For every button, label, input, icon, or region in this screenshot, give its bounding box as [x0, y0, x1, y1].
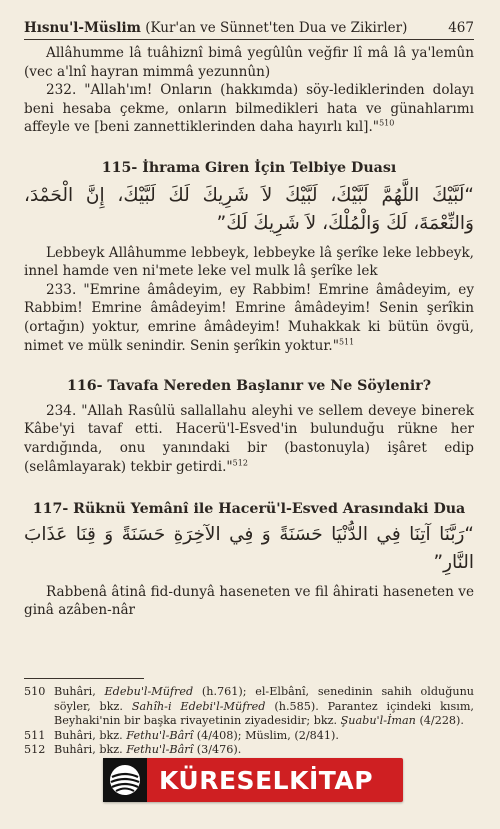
footnote-text	[54, 685, 474, 729]
footnote-512	[24, 743, 474, 758]
header-title-bold: Hısnu'l-Müslim	[24, 20, 141, 36]
section-115-meaning	[24, 281, 474, 355]
section-116-text	[24, 402, 474, 476]
fn-part: Buhâri, bkz.	[54, 728, 127, 742]
fn-part: (3/476).	[193, 743, 242, 756]
prayer-transliteration-232: Allâhumme lâ tuâhiznî bimâ yegûlûn veğfir lî mâ lâ ya'lemûn (vec a'lnî hayran mimmâ yezunnûn)	[24, 45, 474, 80]
hadith-232-text: 232. "Allah'ım! Onların (hakkımda) söy-lediklerinden dolayı beni hesaba çekme, onların bilmedikleri hata ve günahlarımı affeyle ve [beni zannettiklerinden daha hayırlı kıl]."	[24, 82, 474, 136]
section-115-title: 115- İhrama Giren İçin Telbiye Duası	[101, 159, 397, 176]
footnote-number: 512	[24, 743, 46, 756]
footnote-ref-510[interactable]: 510	[379, 118, 395, 128]
fn-source-title: Sahîh-i Edebi'l-Müfred	[131, 699, 266, 713]
footnote-number: 511	[24, 728, 46, 742]
running-header	[24, 14, 474, 40]
fn-part: Buhâri, bkz.	[54, 743, 127, 756]
fn-part: (h.761); el-Elbânî, senedinin sahih olduğunu söyler, bkz.	[54, 685, 475, 713]
fn-part: (h.585). Parantez içindeki kısım, Beyhaki'nin bir başka rivayetinin ziyadesidir; bkz.	[54, 699, 474, 727]
footnote-ref-511[interactable]: 511	[338, 337, 355, 346]
hadith-232	[24, 81, 474, 137]
section-115-meaning-text: 233. "Emrine âmâdeyim, ey Rabbim! Emrine âmâdeyim, ey Rabbim! Emrine âmâdeyim! Emrine âmâdeyim! Senin şerîkin (ortağın) yoktur, emrine âmâdeyim! Muhakkak ki bütün övgü, nimet ve mülk senindir. Senin şerîkin yoktur."	[24, 281, 474, 354]
fn-source-title: Edebu'l-Müfred	[104, 685, 194, 698]
page-body	[24, 44, 474, 620]
footnote-divider	[24, 678, 144, 679]
section-115-arabic: “لَبَّيْكَ اللَّهُمَّ لَبَّيْكَ، لَبَّيْكَ لاَ شَرِيكَ لَكَ لَبَّيْكَ، إِنَّ الْحَمْدَ، وَالنِّعْمَةَ، لَكَ وَالْمُلْكَ، لاَ شَرِيكَ لَكَ”	[24, 184, 474, 234]
footnote-ref-512[interactable]: 512	[232, 457, 248, 467]
section-117-transliteration: Rabbenâ âtinâ fid-dunyâ haseneten ve fil âhirati haseneten ve ginâ azâben-nâr	[24, 583, 474, 619]
fn-source-title: Şuabu'l-İman	[340, 714, 416, 727]
footnote-number: 510	[24, 685, 46, 698]
section-117-title: 117- Rüknü Yemânî ile Hacerü'l-Esved Arasındaki Dua	[32, 501, 466, 518]
section-115-transliteration: Lebbeyk Allâhumme lebbeyk, lebbeyke lâ şerîke leke lebbeyk, innel hamde ven ni'mete leke vel mulk lâ şerîke lek	[24, 244, 474, 280]
fn-part: (4/228).	[415, 714, 464, 727]
header-title	[24, 20, 407, 36]
footnotes	[24, 678, 474, 758]
section-116-title: 116- Tavafa Nereden Başlanır ve Ne Söylenir?	[66, 378, 432, 395]
fn-part: Buhâri,	[54, 685, 105, 698]
footnote-text	[54, 729, 474, 744]
globe-icon	[103, 758, 147, 802]
fn-source-title: Fethu'l-Bârî	[126, 728, 194, 742]
brand-name: KÜRESELKİTAP	[159, 765, 374, 795]
footnote-510	[24, 685, 474, 729]
fn-source-title: Fethu'l-Bârî	[126, 743, 194, 756]
footnote-text	[54, 743, 474, 758]
footnote-511	[24, 729, 474, 744]
kureselkitap-watermark	[103, 758, 403, 802]
section-116-body: 234. "Allah Rasûlü sallallahu aleyhi ve sellem deveye binerek Kâbe'yi tavaf etti. Hacerü'l-Esved'in bulunduğu rükne her vardığında, onu yanındaki bir (bastonuyla) işâret edip (selâmlayarak) tekbir getirdi."	[24, 402, 474, 475]
page-number: 467	[448, 20, 474, 36]
header-title-rest: (Kur'an ve Sünnet'ten Dua ve Zikirler)	[145, 20, 408, 36]
section-117-arabic: “رَبَّنَا آتِنَا فِي الدُّنْيَا حَسَنَةً وَ فِي الآخِرَةِ حَسَنَةً وَ قِنَا عَذَابَ النَّارِ”	[24, 523, 474, 573]
fn-part: (4/408); Müslim, (2/841).	[193, 728, 339, 742]
